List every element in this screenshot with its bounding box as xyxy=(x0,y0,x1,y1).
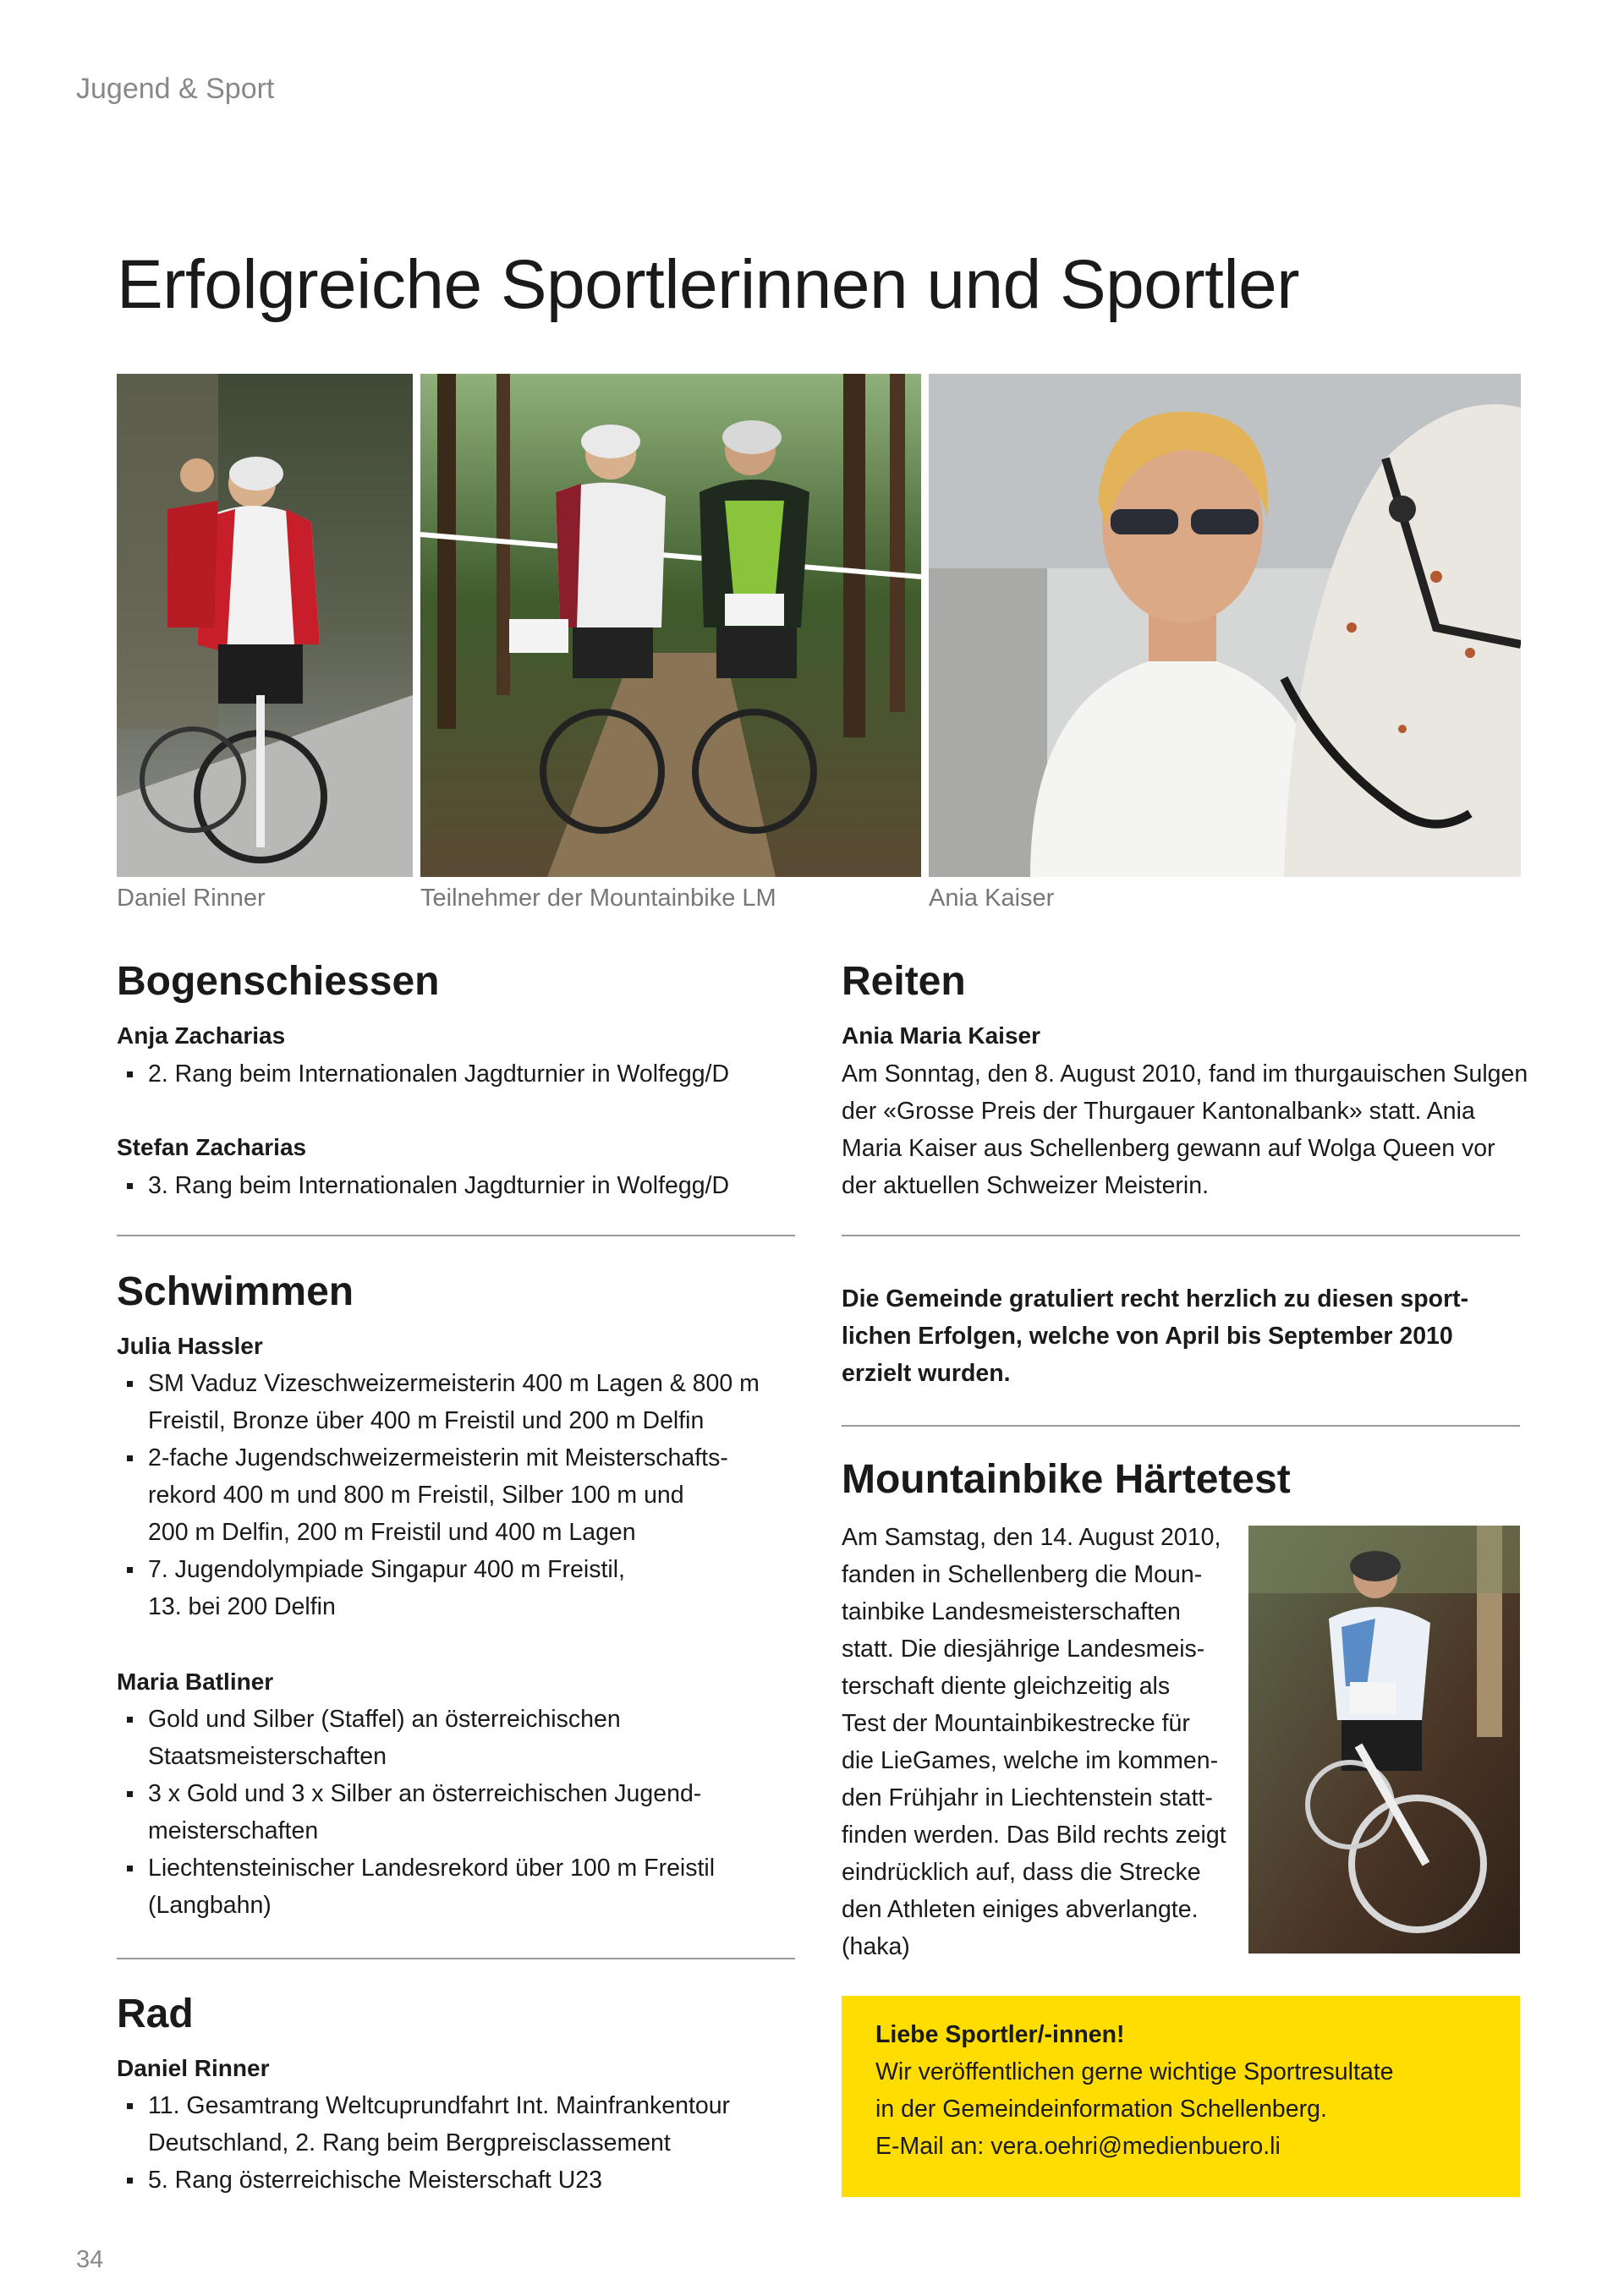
section-title: Reiten xyxy=(842,959,966,1004)
running-head: Jugend & Sport xyxy=(76,73,275,105)
result-list xyxy=(117,1701,795,1924)
photo-mountainbike-lm xyxy=(420,374,921,877)
photo-caption: Teilnehmer der Mountainbike LM xyxy=(420,885,776,912)
athlete-name: Julia Hassler xyxy=(117,1333,263,1359)
list-item: SM Vaduz Vizeschweizermeisterin 400 m Lagen & 800 m Freistil, Bronze über 400 m Freistil und 200 m Delfin xyxy=(117,1365,795,1439)
divider xyxy=(842,1425,1520,1427)
notice-text: in der Gemeindeinformation Schellenberg. xyxy=(875,2096,1327,2123)
photo-daniel-rinner xyxy=(117,374,413,877)
section-title: Rad xyxy=(117,1992,194,2036)
congratulation-text: Die Gemeinde gratuliert recht herzlich zu diesen sport- lichen Erfolgen, welche von April bis September 2010 erzielt wurden. xyxy=(842,1285,1469,1387)
section-title: Schwimmen xyxy=(117,1269,354,1314)
athlete-name: Anja Zacharias xyxy=(117,1022,286,1049)
divider xyxy=(117,1958,795,1959)
athlete-name: Maria Batliner xyxy=(117,1669,274,1695)
athlete-name: Daniel Rinner xyxy=(117,2055,270,2081)
result-list xyxy=(117,1365,795,1625)
athlete-name: Ania Maria Kaiser xyxy=(842,1022,1040,1049)
athlete-name: Stefan Zacharias xyxy=(117,1134,307,1160)
photo-caption: Daniel Rinner xyxy=(117,885,266,912)
divider xyxy=(117,1235,795,1236)
photo-ania-kaiser xyxy=(929,374,1521,877)
list-item: 2. Rang beim Internationalen Jagdturnier in Wolfegg/D xyxy=(117,1055,795,1093)
mountainbike-text: Am Samstag, den 14. August 2010, fanden in Schellenberg die Moun- tainbike Landesmeisterschaften statt. Die diesjährige Landesmeis- terschaft diente gleichzeitig als Test der Mountainbikestrecke für die LieGames, welche im kommen- den Frühjahr in Liechtenstein statt- finden werden. Das Bild rechts zeigt eindrücklich auf, dass die Strecke den Athleten einiges abverlangte. (haka) xyxy=(842,1524,1226,1960)
reiten-text: Am Sonntag, den 8. August 2010, fand im thurgauischen Sulgen der «Grosse Preis der Thurgauer Kantonalbank» statt. Ania Maria Kaiser aus Schellenberg gewann auf Wolga Queen vor der aktuellen Schweizer Meisterin. xyxy=(842,1060,1528,1199)
list-item: 11. Gesamtrang Weltcuprundfahrt Int. Mainfrankentour Deutschland, 2. Rang beim Bergpreisclassement xyxy=(117,2087,795,2162)
contact-notice-box xyxy=(842,1996,1520,2197)
page-number: 34 xyxy=(76,2246,104,2273)
notice-heading: Liebe Sportler/-innen! xyxy=(875,2021,1125,2048)
section-title: Bogenschiessen xyxy=(117,959,440,1004)
list-item: 3. Rang beim Internationalen Jagdturnier in Wolfegg/D xyxy=(117,1167,795,1204)
result-list xyxy=(117,1167,795,1204)
result-list xyxy=(117,1055,795,1093)
list-item: 3 x Gold und 3 x Silber an österreichischen Jugend- meisterschaften xyxy=(117,1775,795,1849)
list-item: 7. Jugendolympiade Singapur 400 m Freistil, 13. bei 200 Delfin xyxy=(117,1551,795,1625)
list-item: Gold und Silber (Staffel) an österreichischen Staatsmeisterschaften xyxy=(117,1701,795,1775)
section-title: Mountainbike Härtetest xyxy=(842,1457,1291,1502)
photo-mountainbike-rider xyxy=(1248,1526,1520,1954)
list-item: 5. Rang österreichische Meisterschaft U23 xyxy=(117,2162,795,2199)
divider xyxy=(842,1235,1520,1236)
notice-text: Wir veröffentlichen gerne wichtige Sportresultate xyxy=(875,2058,1394,2085)
photo-caption: Ania Kaiser xyxy=(929,885,1055,912)
list-item: Liechtensteinischer Landesrekord über 100 m Freistil (Langbahn) xyxy=(117,1849,795,1924)
notice-email[interactable]: E-Mail an: vera.oehri@medienbuero.li xyxy=(875,2133,1281,2160)
list-item: 2-fache Jugendschweizermeisterin mit Meisterschafts- rekord 400 m und 800 m Freistil, Silber 100 m und 200 m Delfin, 200 m Freistil und 400 m Lagen xyxy=(117,1439,795,1551)
result-list xyxy=(117,2087,795,2199)
page-title: Erfolgreiche Sportlerinnen und Sportler xyxy=(117,246,1300,323)
